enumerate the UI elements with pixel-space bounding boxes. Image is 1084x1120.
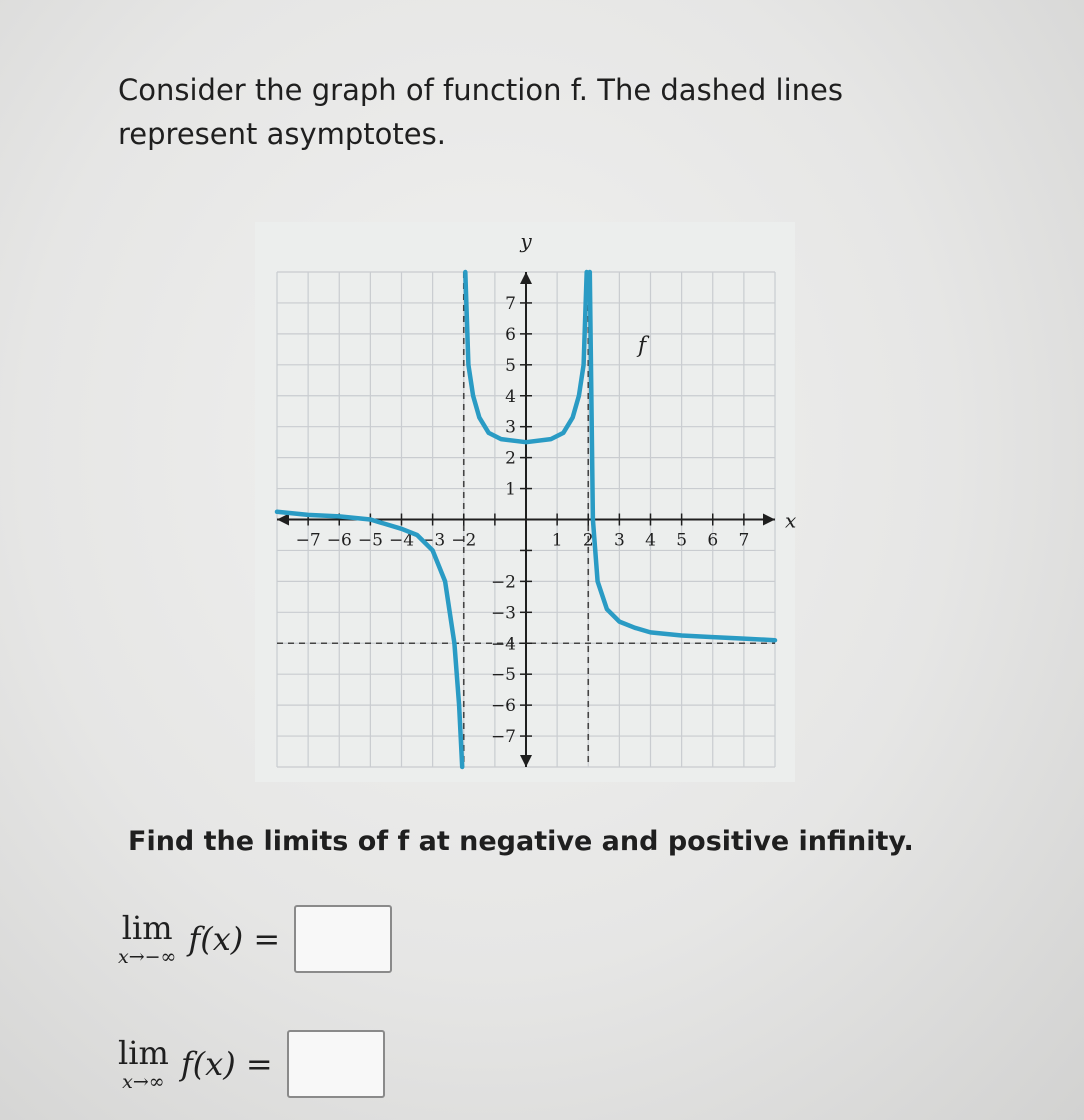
question-text: Find the limits of f at negative and positive infinity.	[128, 826, 914, 857]
chart-svg	[255, 222, 795, 782]
y-tick-label: −4	[490, 634, 516, 655]
function-graph	[255, 222, 795, 786]
lim-subscript: x→−∞	[118, 946, 177, 968]
y-tick-label: 1	[505, 479, 516, 500]
prompt-text: Consider the graph of function f. The dashed lines represent asymptotes.	[118, 73, 843, 151]
limit-operator	[118, 910, 176, 968]
y-tick-label: −6	[490, 696, 516, 717]
x-tick-label: 1	[551, 530, 563, 551]
x-tick-label: 5	[676, 530, 688, 551]
x-tick-label: 2	[582, 530, 594, 551]
limit-expression: f(x) =	[188, 920, 281, 958]
y-axis-label: y	[520, 229, 532, 253]
x-tick-label: −2	[451, 530, 477, 551]
y-tick-label: −5	[490, 665, 516, 686]
y-tick-label: 7	[505, 293, 516, 314]
y-tick-label: 2	[505, 448, 516, 469]
y-tick-label: 5	[505, 355, 516, 376]
limit-operator	[118, 1035, 169, 1093]
x-tick-label: −6	[326, 530, 352, 551]
limit-pos-infinity	[118, 1030, 385, 1098]
x-tick-label: −3	[420, 530, 446, 551]
x-tick-label: −7	[295, 530, 321, 551]
lim-word: lim	[118, 1034, 169, 1072]
x-tick-label: 4	[645, 530, 656, 551]
x-axis-label: x	[785, 508, 797, 533]
y-tick-label: −3	[490, 603, 516, 624]
y-tick-label: 6	[505, 324, 516, 345]
x-tick-label: 6	[707, 530, 719, 551]
x-tick-label: 3	[613, 530, 625, 551]
x-tick-label: −5	[357, 530, 383, 551]
lim-word: lim	[121, 909, 173, 947]
limit-expression: f(x) =	[180, 1045, 273, 1083]
lim-subscript: x→∞	[122, 1071, 165, 1093]
limit-neg-infinity	[118, 905, 392, 973]
x-tick-label: −4	[388, 530, 415, 551]
y-tick-label: 4	[505, 386, 516, 407]
y-tick-label: −7	[490, 727, 516, 748]
curve-label-f: f	[638, 333, 647, 359]
x-tick-label: 7	[738, 530, 750, 551]
y-tick-label: 3	[505, 417, 516, 438]
y-tick-label: −2	[490, 572, 516, 593]
answer-input-neg-infinity[interactable]	[294, 905, 392, 973]
answer-input-pos-infinity[interactable]	[287, 1030, 385, 1098]
